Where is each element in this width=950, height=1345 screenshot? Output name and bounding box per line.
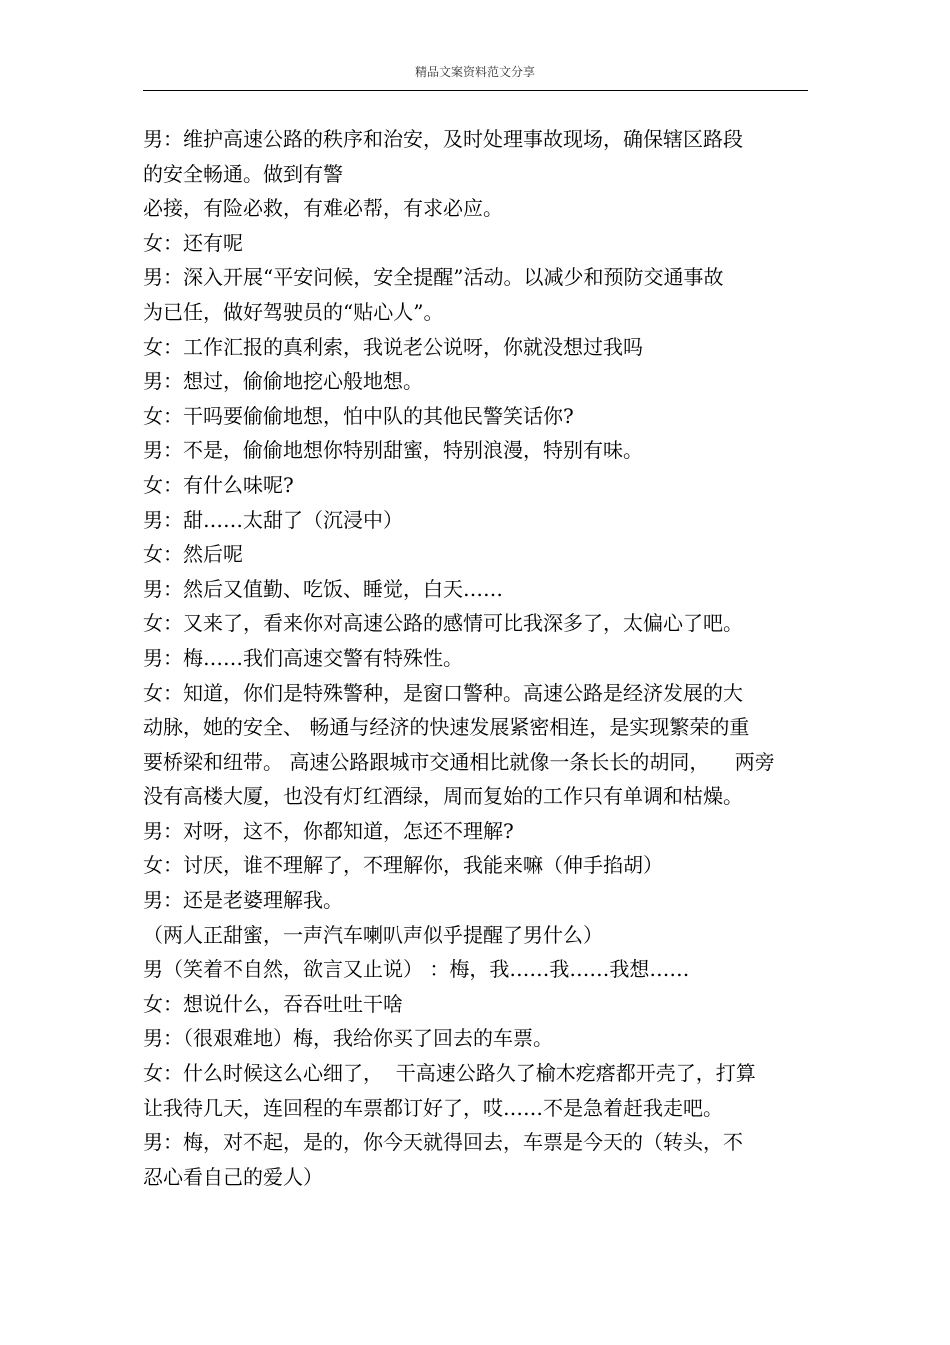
text-line: 男：（很艰难地）梅，我给你买了回去的车票。	[143, 1026, 553, 1051]
text-line: 没有高楼大厦，也没有灯红酒绿，周而复始的工作只有单调和枯燥。	[143, 784, 743, 809]
text-line: 男（笑着不自然，欲言又止说） ：梅，我……我……我想……	[143, 957, 690, 982]
header-divider	[143, 90, 808, 91]
text-line: 男：想过，偷偷地挖心般地想。	[143, 369, 423, 394]
text-line: 男：维护高速公路的秩序和治安，及时处理事故现场，确保辖区路段	[143, 127, 743, 151]
text-line: 女：讨厌，谁不理解了，不理解你，我能来嘛（伸手掐胡）	[143, 853, 663, 878]
text-line: 女：又来了，看来你对高速公路的感情可比我深多了，太偏心了吧。	[143, 611, 743, 636]
text-line: 男：甜……太甜了（沉浸中）	[143, 507, 403, 532]
text-line: 男：梅，对不起，是的，你今天就得回去，车票是今天的（转头，不	[143, 1130, 743, 1155]
text-line: 为已任，做好驾驶员的“贴心人”。	[143, 299, 444, 324]
text-line: 女：有什么味呢?	[143, 472, 294, 497]
text-line: 女：想说什么，吞吞吐吐干啥	[143, 991, 403, 1016]
text-line: 让我待几天，连回程的车票都订好了，哎……不是急着赶我走吧。	[143, 1095, 723, 1120]
document-body	[143, 122, 808, 1194]
text-line: 必接，有险必救，有难必帮，有求必应。	[143, 196, 503, 221]
text-line: 女：然后呢	[143, 542, 243, 567]
text-line: 女：还有呢	[143, 230, 243, 255]
text-line: 女：干吗要偷偷地想，怕中队的其他民警笑话你?	[143, 403, 574, 428]
text-line: 女：知道，你们是特殊警种，是窗口警种。高速公路是经济发展的大	[143, 680, 743, 705]
text-line: 女：工作汇报的真利索，我说老公说呀，你就没想过我吗	[143, 334, 643, 359]
page-header: 精品文案资料范文分享	[414, 65, 535, 79]
text-line: 男：不是，偷偷地想你特别甜蜜，特别浪漫，特别有味。	[143, 438, 643, 463]
text-line: 男：对呀，这不，你都知道，怎还不理解?	[143, 818, 514, 843]
text-line: 忍心看自己的爱人）	[143, 1164, 323, 1189]
text-line: 的安全畅通。做到有警	[143, 161, 343, 186]
text-line: 男：梅……我们高速交警有特殊性。	[143, 645, 463, 670]
text-line: 动脉，她的安全、 畅通与经济的快速发展紧密相连，是实现繁荣的重	[143, 715, 750, 740]
text-line: 女：什么时候这么心细了， 干高速公路久了榆木疙瘩都开壳了，打算	[143, 1061, 756, 1086]
text-line: 男：深入开展“平安问候，安全提醒”活动。以减少和预防交通事故	[143, 265, 724, 290]
text-line: 男：然后又值勤、吃饭、睡觉，白天……	[143, 576, 503, 601]
text-line: 要桥梁和纽带。 高速公路跟城市交通相比就像一条长长的胡同， 两旁	[143, 749, 775, 774]
text-line: 男：还是老婆理解我。	[143, 888, 343, 913]
text-line: （两人正甜蜜，一声汽车喇叭声似乎提醒了男什么）	[143, 922, 603, 947]
